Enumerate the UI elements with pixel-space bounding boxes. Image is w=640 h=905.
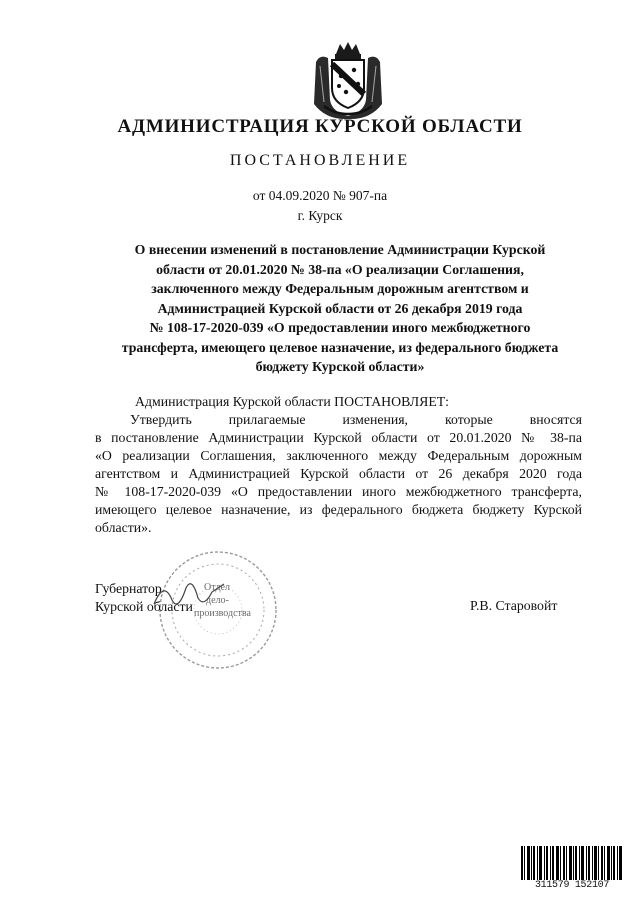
document-type: ПОСТАНОВЛЕНИЕ: [229, 152, 411, 169]
document-subject: [88, 240, 592, 377]
subject-line: трансферта, имеющего целевое назначение, из федерального бюджета: [121, 339, 559, 355]
document-date-number: от 04.09.2020 № 907-па: [252, 188, 388, 203]
kursk-coat-of-arms-icon: [310, 40, 386, 120]
signatory-position-line: Курской области: [95, 599, 193, 614]
barcode-number: 311579 152107: [534, 880, 610, 891]
paragraph-line: имеющего целевое назначение, из федерального бюджета бюджету Курской: [95, 502, 582, 517]
stamp-text: дело-: [206, 595, 229, 606]
subject-line: бюджету Курской области»: [255, 359, 425, 374]
subject-line: области от 20.01.2020 № 38-па «О реализации Соглашения,: [156, 261, 524, 277]
resolution-body: [95, 393, 582, 537]
paragraph-line: № 108-17-2020-039 «О предоставлении иного межбюджетного трансферта,: [95, 484, 582, 499]
subject-line: заключенного между Федеральным дорожным агентством и: [151, 281, 529, 296]
barcode: [520, 846, 624, 892]
stamp-text: производства: [194, 608, 251, 619]
signatory-name: Р.В. Старовойт: [470, 598, 558, 613]
paragraph-line: агентством и Администрацией Курской области от 26 декабря 2020 года: [95, 466, 582, 481]
resolution-intro: Администрация Курской области ПОСТАНОВЛЯЕТ:: [135, 394, 450, 409]
paragraph-line: «О реализации Соглашения, заключенного между Федеральным дорожным: [95, 448, 582, 463]
signatory-position-line: Губернатор: [95, 581, 162, 596]
paragraph-line: Утвердить прилагаемые изменения, которые вносятся: [130, 412, 582, 427]
handwritten-signature-icon: [150, 574, 230, 614]
paragraph-line: в постановление Администрации Курской области от 20.01.2020 № 38-па: [95, 430, 582, 445]
organization-title: АДМИНИСТРАЦИЯ КУРСКОЙ ОБЛАСТИ: [117, 116, 523, 137]
subject-line: О внесении изменений в постановление Администрации Курской: [134, 242, 546, 257]
barcode-icon: [520, 846, 624, 880]
document-city: г. Курск: [297, 208, 343, 223]
stamp-text: Отдел: [204, 582, 230, 593]
paragraph-line: области».: [95, 520, 152, 535]
subject-line: Администрацией Курской области от 26 декабря 2019 года: [157, 300, 523, 316]
subject-line: № 108-17-2020-039 «О предоставлении иного межбюджетного: [149, 320, 531, 335]
